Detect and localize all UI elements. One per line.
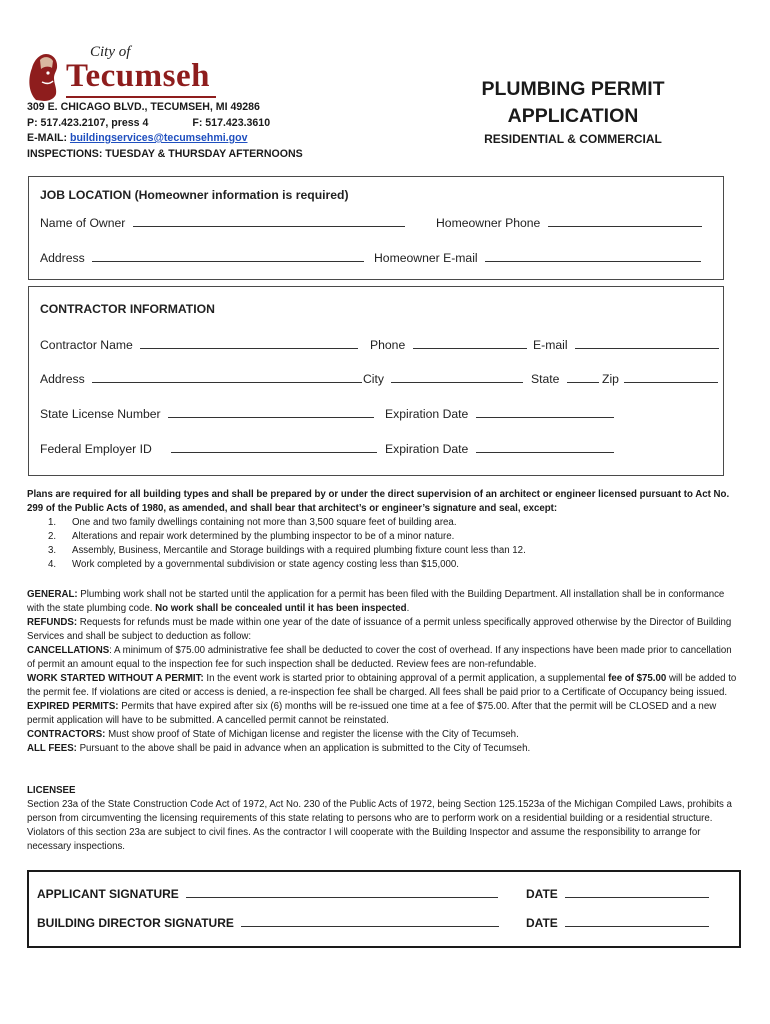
owner-phone-field[interactable] [548, 215, 702, 227]
list-item: 2. Alterations and repair work determined by the plumbing inspector to be of a minor nature. [48, 531, 455, 542]
contractor-zip-label: Zip [602, 372, 619, 386]
applicant-date-row [526, 886, 709, 901]
logo-underline [66, 96, 216, 98]
fein-exp-row [385, 441, 614, 456]
license-field[interactable] [168, 406, 374, 418]
email-link[interactable]: buildingservices@tecumsehmi.gov [69, 132, 248, 144]
license-exp-row [385, 406, 614, 421]
contractor-address-label: Address [40, 372, 85, 386]
contact-info [27, 100, 303, 162]
contractor-state-field[interactable] [567, 371, 599, 383]
owner-phone-row [436, 215, 702, 230]
contractor-phone-field[interactable] [413, 337, 527, 349]
contractor-email-label: E-mail [533, 338, 568, 352]
license-exp-label: Expiration Date [385, 407, 469, 421]
all-fees-paragraph: ALL FEES: Pursuant to the above shall be paid in advance when an application is submitted to the City of Tecumseh. [27, 743, 531, 754]
title-line-1: PLUMBING PERMIT [481, 78, 665, 100]
director-date-field[interactable] [565, 915, 709, 927]
email-line [27, 131, 303, 147]
contractors-paragraph: CONTRACTORS: Must show proof of State of Michigan license and register the license with the City of Tecumseh. [27, 729, 519, 740]
contractor-name-field[interactable] [140, 337, 358, 349]
license-exp-field[interactable] [476, 406, 614, 418]
work-started-paragraph: WORK STARTED WITHOUT A PERMIT: In the event work is started prior to obtaining approval of a permit application, a supplemental fee of $75.00 will be added to the permit fee. If violations are cited or access is denied, a re-inspection fee shall be charged. All fees shall be paid prior to a Certificate of Occupancy being issued. [27, 673, 737, 698]
license-label: State License Number [40, 407, 161, 421]
contractor-email-field[interactable] [575, 337, 719, 349]
contractor-name-label: Contractor Name [40, 338, 133, 352]
owner-address-field[interactable] [92, 250, 364, 262]
applicant-signature-row [37, 886, 498, 901]
phone-line [27, 116, 303, 132]
logo-city-text: City of [90, 44, 131, 60]
fein-exp-label: Expiration Date [385, 442, 469, 456]
licensee-text: Section 23a of the State Construction Code Act of 1972, Act No. 230 of the Public Acts of 1972, being Section 125.1523a of the Michigan Compiled Laws, prohibits a person from circumventing the licensing requirements of this state relating to persons who are to perform work on a residential building or a residential structure. Violators of this section 23a are subject to civil fines. As the contractor I will cooperate with the Building Inspector and assume the responsibility to arrange for necessary inspections. [27, 799, 732, 852]
contractor-phone-row [370, 337, 527, 352]
contractor-zip-row [602, 371, 718, 386]
contractor-name-row [40, 337, 358, 352]
signature-section [27, 870, 741, 948]
director-signature-label: BUILDING DIRECTOR SIGNATURE [37, 916, 234, 930]
page-title [455, 76, 691, 130]
owner-email-field[interactable] [485, 250, 701, 262]
address-line: 309 E. CHICAGO BLVD., TECUMSEH, MI 49286 [27, 101, 260, 113]
job-location-heading: JOB LOCATION (Homeowner information is required) [40, 188, 349, 202]
owner-name-label: Name of Owner [40, 216, 126, 230]
fein-label: Federal Employer ID [40, 442, 152, 456]
contractor-address-field[interactable] [92, 371, 362, 383]
page-subtitle: RESIDENTIAL & COMMERCIAL [484, 132, 662, 146]
contractor-heading: CONTRACTOR INFORMATION [40, 302, 215, 316]
contractor-state-label: State [531, 372, 560, 386]
contractor-phone-label: Phone [370, 338, 406, 352]
cancellations-paragraph: CANCELLATIONS: A minimum of $75.00 administrative fee shall be deducted to cover the cost of overhead. If any inspections have been made prior to cancellation of permit an amount equal to the inspection fee for such inspection shall be deducted. Review fees are non-refundable. [27, 645, 732, 670]
director-date-label: DATE [526, 916, 558, 930]
terms-block [27, 588, 741, 756]
contractor-address-row [40, 371, 362, 386]
email-label: E-MAIL: [27, 132, 70, 144]
director-signature-row [37, 915, 499, 930]
owner-address-row [40, 250, 364, 265]
list-item: 4. Work completed by a governmental subdivision or state agency costing less than $15,000. [48, 559, 460, 570]
general-paragraph: GENERAL: Plumbing work shall not be started until the application for a permit has been filed with the Building Department. All installation shall be in conformance with the state plumbing code. No work shall be concealed until it has been inspected. [27, 589, 725, 614]
owner-name-field[interactable] [133, 215, 405, 227]
applicant-signature-field[interactable] [186, 886, 498, 898]
list-item: 1. One and two family dwellings containing not more than 3,500 square feet of building area. [48, 517, 457, 528]
owner-email-label: Homeowner E-mail [374, 251, 478, 265]
licensee-block [27, 784, 741, 854]
fein-row [40, 441, 377, 456]
inspections-line: INSPECTIONS: TUESDAY & THURSDAY AFTERNOONS [27, 147, 303, 160]
title-line-2: APPLICATION [507, 105, 639, 127]
fax-text: F: 517.423.3610 [192, 116, 271, 129]
chief-head-icon [26, 48, 62, 104]
list-item: 3. Assembly, Business, Mercantile and Storage buildings with a required plumbing fixture count less than 12. [48, 545, 526, 556]
fein-exp-field[interactable] [476, 441, 614, 453]
city-logo [26, 44, 226, 106]
applicant-date-label: DATE [526, 887, 558, 901]
job-location-section [28, 176, 724, 280]
owner-address-label: Address [40, 251, 85, 265]
phone-text: P: 517.423.2107, press 4 [27, 116, 149, 129]
contractor-email-row [533, 337, 719, 352]
refunds-paragraph: REFUNDS: Requests for refunds must be made within one year of the date of issuance of a permit unless specifically approved otherwise by the Director of Building Services and shall be subject to deduction as follow: [27, 617, 732, 642]
contractor-city-row [363, 371, 523, 386]
director-date-row [526, 915, 709, 930]
contractor-zip-field[interactable] [624, 371, 718, 383]
applicant-signature-label: APPLICANT SIGNATURE [37, 887, 179, 901]
director-signature-field[interactable] [241, 915, 499, 927]
contractor-city-field[interactable] [391, 371, 523, 383]
applicant-date-field[interactable] [565, 886, 709, 898]
owner-name-row [40, 215, 405, 230]
licensee-heading: LICENSEE [27, 785, 76, 796]
owner-email-row [374, 250, 701, 265]
plans-exceptions-list [48, 516, 526, 572]
contractor-state-row [531, 371, 599, 386]
fein-field[interactable] [171, 441, 377, 453]
expired-permits-paragraph: EXPIRED PERMITS: Permits that have expired after six (6) months will be re-issued one time at a fee of $75.00. After that the permit will be CLOSED and a new permit application will have to be submitted. A cancelled permit cannot be reinstated. [27, 701, 717, 726]
contractor-section [28, 286, 724, 476]
plans-intro: Plans are required for all building types and shall be prepared by or under the direct supervision of an architect or engineer licensed pursuant to Act No. 299 of the Public Acts of 1980, as amended, and shall bear that architect’s or engineer’s signature and seal, except: [27, 489, 730, 514]
logo-name-text: Tecumseh [66, 58, 210, 94]
owner-phone-label: Homeowner Phone [436, 216, 541, 230]
contractor-city-label: City [363, 372, 384, 386]
license-row [40, 406, 374, 421]
